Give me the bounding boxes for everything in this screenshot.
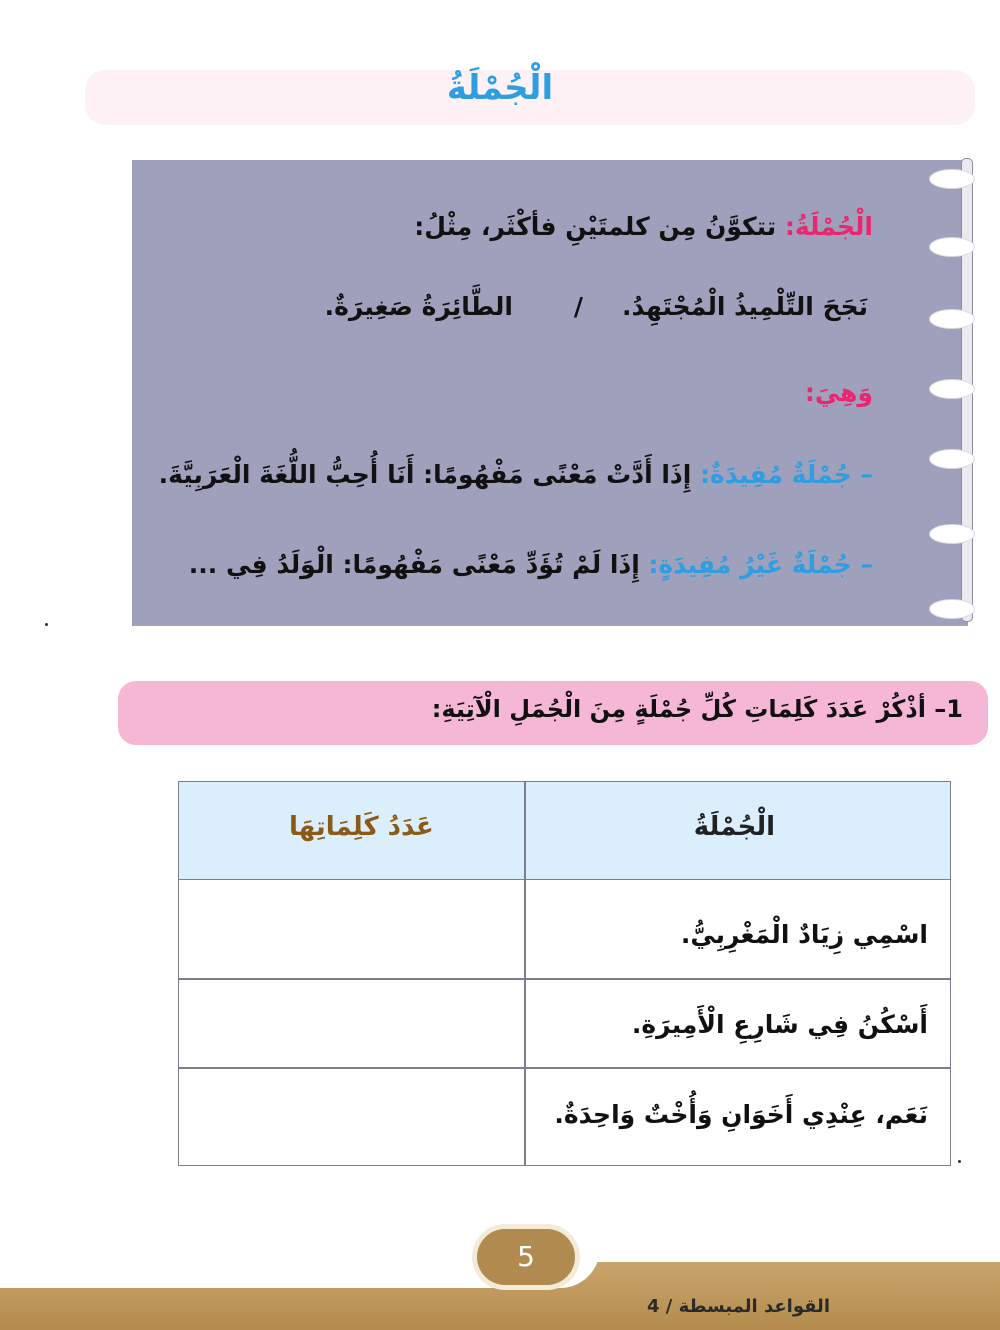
type-useful-line bbox=[159, 460, 873, 489]
type-useful-dash: – bbox=[860, 460, 873, 489]
definition-line bbox=[414, 212, 873, 241]
header-sentence: الْجُمْلَةُ bbox=[693, 812, 775, 842]
page-title: الْجُمْلَةُ bbox=[446, 68, 554, 108]
definition-text: تتكوَّنُ مِن كلمتَيْنِ فأكْثَر، مِثْلُ: bbox=[414, 212, 777, 241]
binder-ring bbox=[930, 380, 974, 398]
stray-dot bbox=[45, 623, 48, 626]
type-not-useful-line bbox=[189, 550, 873, 579]
table-row-2-sentence: أَسْكُنُ فِي شَارِعِ الْأَمِيرَةِ. bbox=[631, 1010, 928, 1039]
binder-rings-decoration bbox=[922, 150, 992, 630]
table-column-divider bbox=[524, 782, 526, 1165]
example-2: نَجَحَ التِّلْمِيذُ الْمُجْتَهِدُ. bbox=[622, 292, 868, 321]
table-row-1-sentence: اسْمِي زِيَادٌ الْمَغْرِبِيُّ. bbox=[680, 920, 928, 949]
book-title: القواعد المبسطة / 4 bbox=[646, 1296, 830, 1317]
types-intro-label: وَهِيَ: bbox=[804, 378, 873, 407]
types-intro bbox=[805, 378, 873, 407]
word-count-table bbox=[178, 781, 951, 1166]
example-separator: / bbox=[573, 292, 583, 321]
example-1: الطَّائِرَةُ صَغِيرَةٌ. bbox=[324, 292, 513, 321]
examples-row bbox=[324, 292, 868, 332]
binder-ring bbox=[930, 600, 974, 618]
definition-term: الْجُمْلَةُ: bbox=[784, 212, 873, 241]
exercise-instruction-line bbox=[432, 695, 963, 723]
rule-box bbox=[132, 160, 968, 626]
stray-dot bbox=[958, 1160, 961, 1163]
table-row-divider bbox=[179, 1067, 950, 1069]
table-row-1-count-cell[interactable] bbox=[189, 890, 514, 970]
header-word-count: عَدَدُ كَلِمَاتِهَا bbox=[289, 812, 434, 842]
binder-ring bbox=[930, 450, 974, 468]
exercise-instruction: أذْكُرْ عَدَدَ كَلِمَاتِ كُلِّ جُمْلَةٍ مِنَ الْجُمَلِ الْآتِيَةِ: bbox=[431, 695, 926, 723]
type-useful-term: جُمْلَةٌ مُفِيدَةٌ: bbox=[700, 460, 852, 489]
table-row-3-count-cell[interactable] bbox=[189, 1072, 514, 1157]
type-not-useful-term: جُمْلَةٌ غَيْرُ مُفِيدَةٍ: bbox=[648, 550, 852, 579]
table-row-3-sentence: نَعَم، عِنْدِي أَخَوَانِ وَأُخْتٌ وَاحِدَةٌ. bbox=[554, 1100, 928, 1129]
type-useful-text: إِذَا أَدَّتْ مَعْنًى مَفْهُومًا: أَنَا أُحِبُّ اللُّغَةَ الْعَرَبِيَّةَ. bbox=[158, 460, 692, 489]
binder-ring bbox=[930, 310, 974, 328]
type-not-useful-dash: – bbox=[860, 550, 873, 579]
exercise-bar bbox=[118, 681, 988, 745]
exercise-number: 1– bbox=[934, 695, 963, 723]
table-row-2-count-cell[interactable] bbox=[189, 982, 514, 1062]
binder-ring bbox=[930, 525, 974, 543]
binder-ring bbox=[930, 238, 974, 256]
type-not-useful-text: إِذَا لَمْ تُؤَدِّ مَعْنًى مَفْهُومًا: الْوَلَدُ فِي ... bbox=[188, 550, 640, 579]
binder-ring bbox=[930, 170, 974, 188]
table-row-divider bbox=[179, 978, 950, 980]
page-number-badge: 5 bbox=[477, 1229, 575, 1285]
